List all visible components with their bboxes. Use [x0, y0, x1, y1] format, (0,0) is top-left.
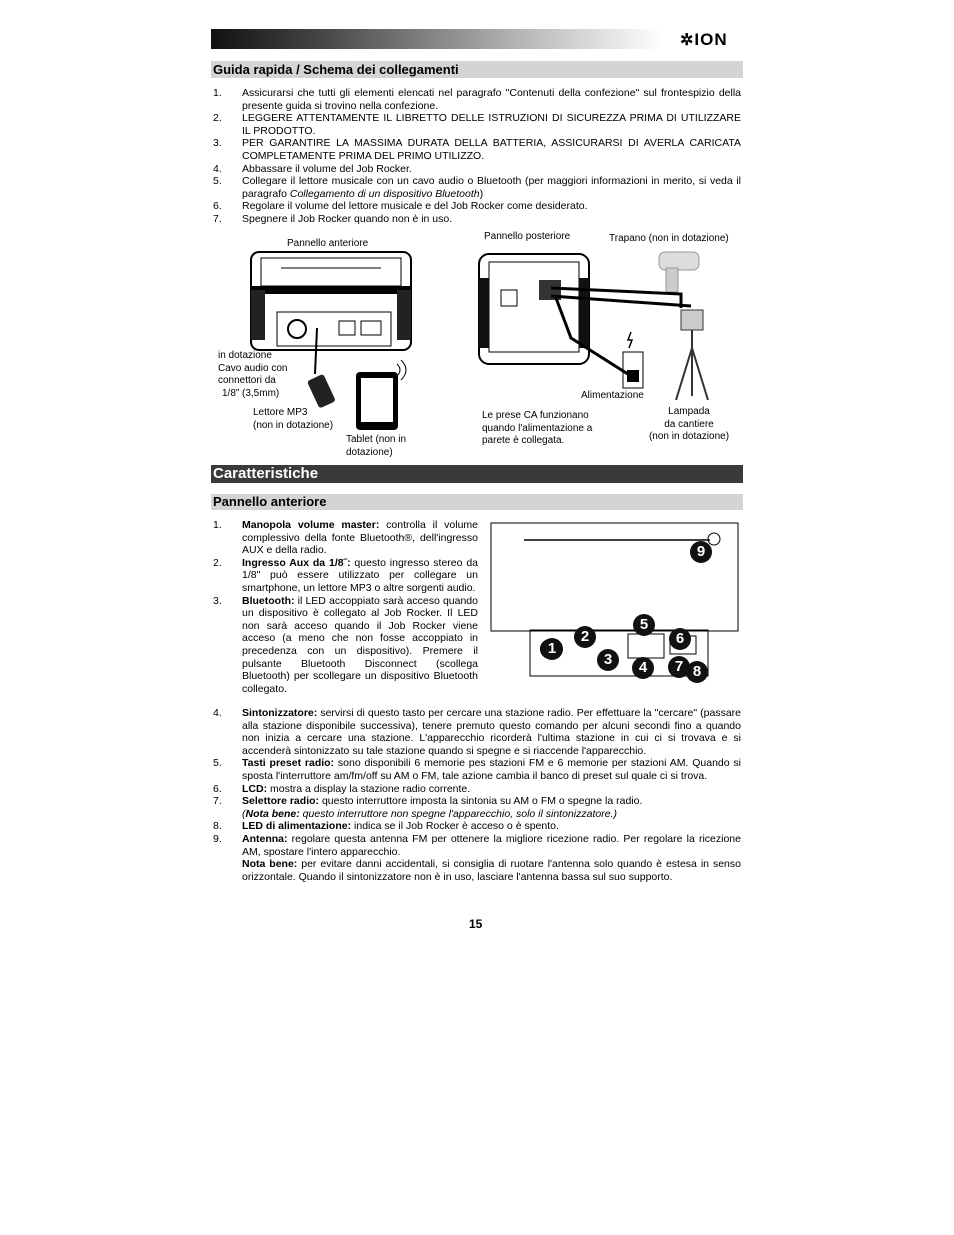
- list-item: 3. Bluetooth: il LED accoppiato sarà acceso quando un dispositivo è collegato al Job Rocker. Il LED non sarà acceso quando il Job Rocker viene acceso (a meno che non fosse accoppiato in precedenza con un dispositivo). Premere il pulsante Bluetooth Disconnect (scollega Bluetooth) per scollegare un dispositivo Bluetooth collegato.: [213, 594, 478, 695]
- list-item: 6. Regolare il volume del lettore musicale e del Job Rocker come desiderato.: [213, 200, 588, 213]
- list-item: 1. Manopola volume master: controlla il volume complessivo della fonte Bluetooth®, dell'ingresso AUX e della radio.: [213, 519, 479, 557]
- page-number: 15: [469, 917, 483, 931]
- callout-4: 4: [632, 657, 654, 679]
- features-list-narrow: [213, 519, 478, 695]
- callout-2: 2: [574, 626, 596, 648]
- tablet-icon: [356, 360, 406, 430]
- work-lamp-icon: [676, 310, 708, 400]
- callout-8: 8: [686, 661, 708, 683]
- list-item: 2. Ingresso Aux da 1/8˝: questo ingresso stereo da 1/8" può essere utilizzato per collegare un smartphone, un lettore MP3 o altre sorgenti audio.: [213, 556, 479, 594]
- list-item: 7. Spegnere il Job Rocker quando non è in uso.: [213, 212, 453, 225]
- rear-unit-illustration: [479, 254, 589, 364]
- list-item: 5. Tasti preset radio: sono disponibili 6 memorie pes stazioni FM e 6 memorie per stazioni AM. Quando si sposta l'interruttore am/fm/off su AM o FM, tale azione cambia il banco di preset sul quale ci si trova.: [213, 757, 741, 782]
- wall-outlet-icon: [623, 332, 643, 388]
- features-list-wide: [213, 707, 741, 883]
- list-item: 8. LED di alimentazione: indica se il Job Rocker è acceso o è spento.: [213, 820, 559, 833]
- label-outlets: Le prese CA funzionano quando l'alimentazione a parete è collegata.: [482, 410, 593, 446]
- label-tablet: Tablet (non in dotazione): [346, 434, 407, 458]
- mp3-player-icon: [307, 374, 336, 409]
- list-item: 9. Antenna: regolare questa antenna FM per ottenere la migliore ricezione radio. Per regolare la ricezione AM, spostare l'intero apparecchio. Nota bene: per evitare danni accidentali, si consiglia di ruotare l'antenna solo quando è estesa in senso orizzontale. Quando il sintonizzatore non è in uso, lasciare l'antenna bassa sul suo supporto.: [213, 832, 741, 883]
- label-mp3: Lettore MP3 (non in dotazione): [253, 407, 334, 431]
- list-item: 6. LCD: mostra a display la stazione radio corrente.: [213, 782, 471, 795]
- steps-list: [213, 87, 741, 226]
- callout-3: 3: [597, 649, 619, 671]
- list-item: 4. Sintonizzatore: servirsi di questo tasto per cercare una stazione radio. Per effettuare la "cercare" (passare alla stazione disponibile successiva), tenere premuto questo comando per alcuni secondi fino a quando non inizia a cercare una stazione. L'apparecchio ricorderà l'ultima stazione in cui ci si trovava e si accenderà sintonizzato su tale stazione quando si spegne e si riaccende l'apparecchio.: [213, 707, 741, 757]
- callout-5: 5: [633, 614, 655, 636]
- label-drill: Trapano (non in dotazione): [609, 233, 729, 244]
- callout-6: 6: [669, 628, 691, 650]
- list-item: 7. Selettore radio: questo interruttore imposta la sintonia su AM o FM o spegne la radio. (Nota bene: questo interruttore non spegne l'apparecchio, solo il sintonizzatore.): [213, 795, 643, 820]
- list-item: 1. Assicurarsi che tutti gli elementi elencati nel paragrafo "Contenuti della confezione" sul frontespizio della presente guida si trovino nella confezione.: [213, 87, 741, 112]
- label-lamp: Lampada da cantiere (non in dotazione): [648, 406, 730, 442]
- list-item: 2. LEGGERE ATTENTAMENTE IL LIBRETTO DELLE ISTRUZIONI DI SICUREZZA PRIMA DI UTILIZZARE IL PRODOTTO.: [213, 112, 741, 137]
- label-front-panel: Pannello anteriore: [287, 238, 369, 249]
- section-title-front-panel: Pannello anteriore: [211, 494, 743, 510]
- list-item: 3. PER GARANTIRE LA MASSIMA DURATA DELLA BATTERIA, ASSICURARSI DI AVERLA CARICATA COMPLETAMENTE PRIMA DEL PRIMO UTILIZZO.: [213, 137, 741, 162]
- section-title-quick-guide: Guida rapida / Schema dei collegamenti: [211, 61, 743, 78]
- ion-logo: ✲ION: [680, 30, 728, 49]
- label-power: Alimentazione: [581, 390, 644, 401]
- label-cable: in dotazione Cavo audio con connettori da 1/8” (3,5mm): [218, 350, 288, 399]
- drill-icon: [659, 252, 699, 292]
- list-item: 4. Abbassare il volume del Job Rocker.: [213, 162, 412, 175]
- section-title-features: Caratteristiche: [211, 465, 743, 483]
- front-unit-illustration: [251, 252, 411, 350]
- label-rear-panel: Pannello posteriore: [484, 231, 571, 242]
- callout-9: 9: [690, 541, 712, 563]
- header-bar: [211, 29, 743, 49]
- list-item: 5. Collegare il lettore musicale con un cavo audio o Bluetooth (per maggiori informazioni in merito, si veda il paragrafo Collegamento di un dispositivo Bluetooth): [213, 175, 741, 200]
- callout-7: 7: [668, 656, 690, 678]
- callout-1: 1: [541, 638, 563, 660]
